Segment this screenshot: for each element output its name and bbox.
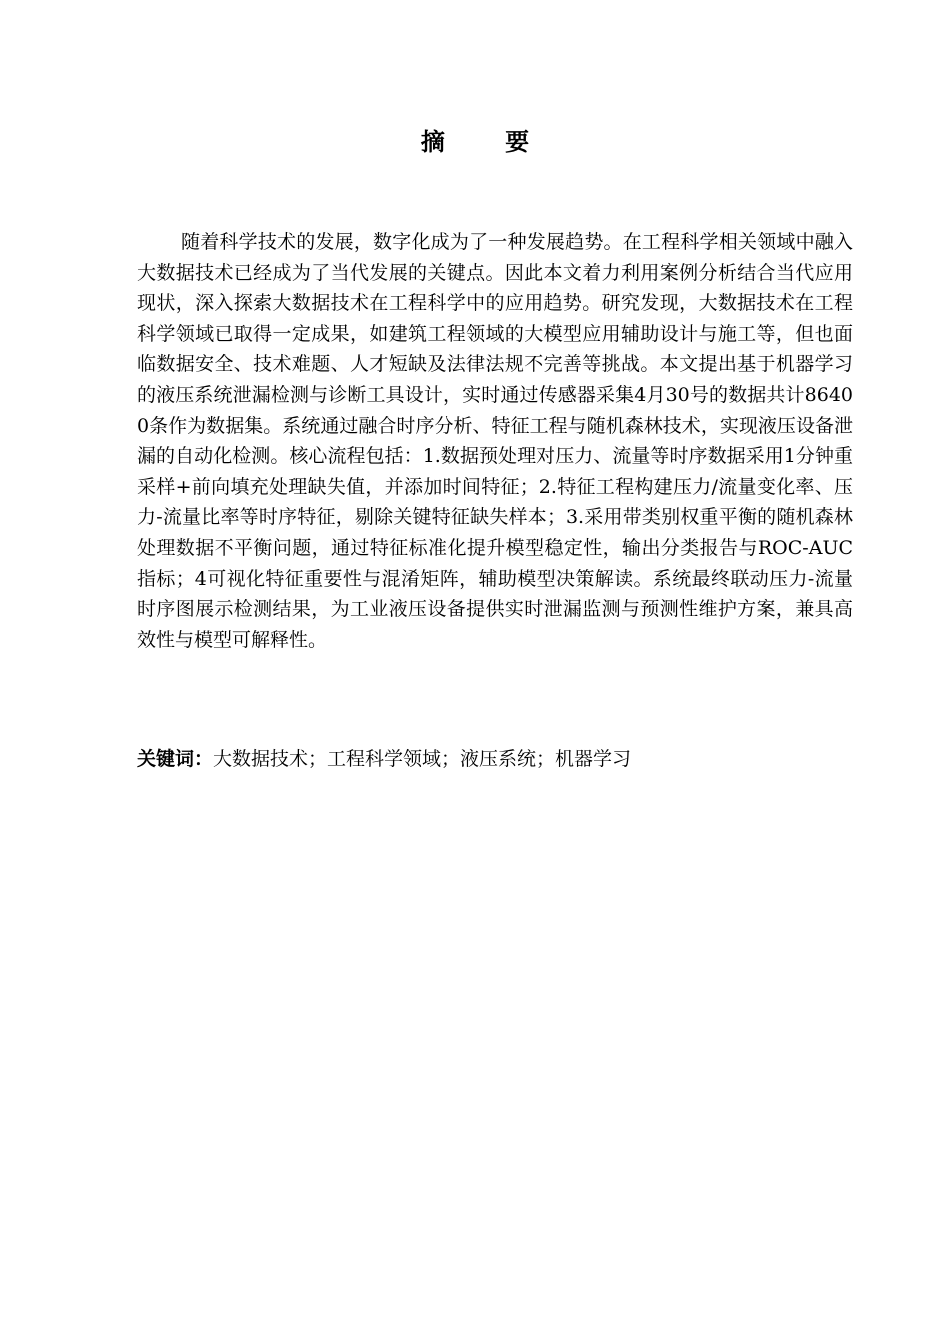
- keywords-label: 关键词：: [137, 748, 214, 770]
- keywords-line: [137, 744, 853, 774]
- keywords-list: 大数据技术；工程科学领域；液压系统；机器学习: [213, 748, 632, 770]
- abstract-paragraph: 随着科学技术的发展，数字化成为了一种发展趋势。在工程科学相关领域中融入大数据技术已经成为了当代发展的关键点。因此本文着力利用案例分析结合当代应用现状，深入探索大数据技术在工程科学中的应用趋势。研究发现，大数据技术在工程科学领域已取得一定成果，如建筑工程领域的大模型应用辅助设计与施工等，但也面临数据安全、技术难题、人才短缺及法律法规不完善等挑战。本文提出基于机器学习的液压系统泄漏检测与诊断工具设计，实时通过传感器采集4月30号的数据共计86400条作为数据集。系统通过融合时序分析、特征工程与随机森林技术，实现液压设备泄漏的自动化检测。核心流程包括：1.数据预处理对压力、流量等时序数据采用1分钟重采样+前向填充处理缺失值，并添加时间特征；2.特征工程构建压力/流量变化率、压力-流量比率等时序特征，剔除关键特征缺失样本；3.采用带类别权重平衡的随机森林处理数据不平衡问题，通过特征标准化提升模型稳定性，输出分类报告与ROC-AUC指标；4可视化特征重要性与混淆矩阵，辅助模型决策解读。系统最终联动压力-流量时序图展示检测结果，为工业液压设备提供实时泄漏监测与预测性维护方案，兼具高效性与模型可解释性。: [137, 231, 853, 651]
- page-title: 摘 要: [420, 128, 556, 156]
